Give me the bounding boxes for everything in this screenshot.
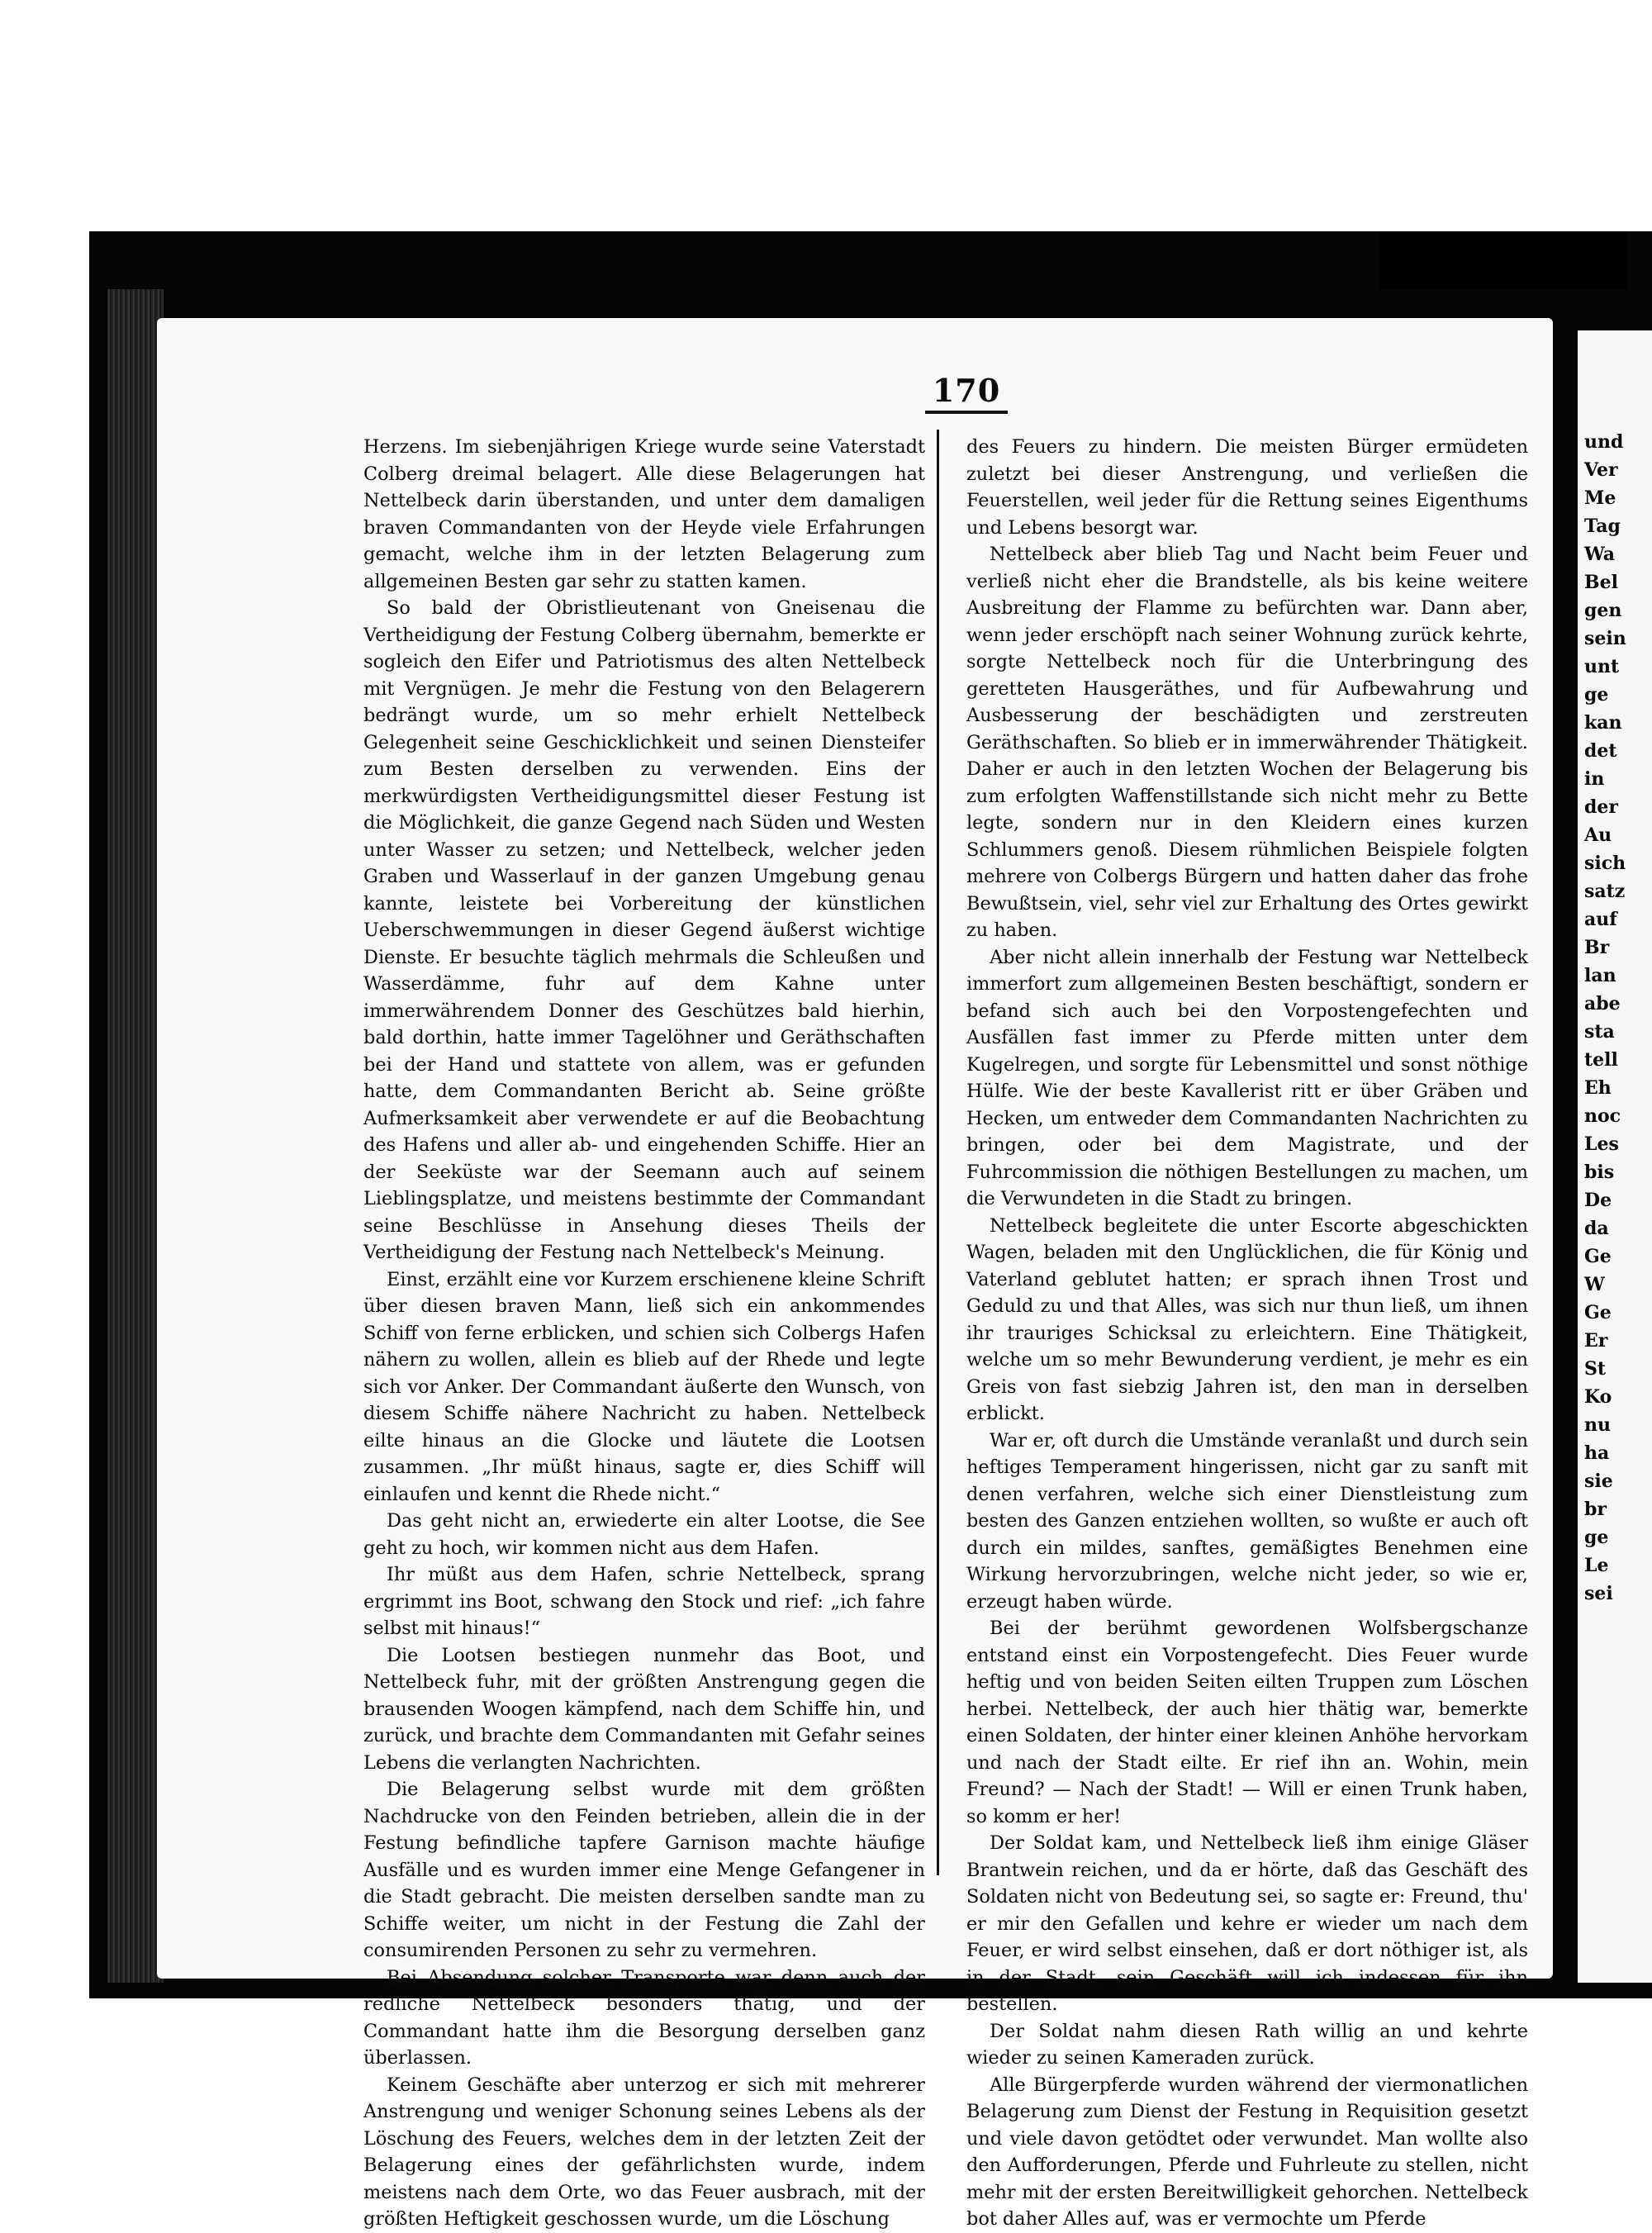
adjacent-fragment: Me [1584,487,1616,509]
adjacent-fragment: sei [1584,1583,1613,1604]
adjacent-fragment: det [1584,740,1617,762]
adjacent-fragment: Ver [1584,459,1618,481]
adjacent-fragment: Les [1584,1133,1619,1155]
book-page-edges [107,289,164,1983]
paragraph: Nettelbeck begleitete die unter Escorte abgeschickten Wagen, beladen mit den Unglücklichen, die für König und Vaterland geblutet hatten; er sprach ihnen Trost und Geduld zu und that Alles, was sich nur thun ließ, um ihnen ihr trauriges Schicksal zu erleichtern. Eine Thätigkeit, welche um so mehr Bewunderung verdient, je mehr es ein Greis von fast siebzig Jahren ist, den man in derselben erblickt. [966,1214,1528,1424]
paragraph: Die Belagerung selbst wurde mit dem größten Nachdrucke von den Feinden betrieben, allein die in der Festung befindliche tapfere Garnison machte häufige Ausfälle und es wurden immer eine Menge Gefangener in die Stadt gebracht. Die meisten derselben sandte man zu Schiffe weiter, um nicht in der Festung die Zahl der consumirenden Personen zu sehr zu vermehren. [363,1779,925,1961]
adjacent-fragment: tell [1584,1049,1618,1071]
adjacent-fragment: Wa [1584,544,1616,565]
paragraph: Bei Absendung solcher Transporte war denn auch der redliche Nettelbeck besonders thätig, und der Commandant hatte ihm die Besorgung derselben ganz überlassen. [363,1966,925,2069]
adjacent-fragment: St [1584,1358,1607,1380]
adjacent-page-fragment [1578,330,1652,1983]
left-column [363,434,925,2233]
adjacent-fragment: ge [1584,1527,1609,1548]
adjacent-fragment: unt [1584,656,1620,677]
adjacent-fragment: in [1584,768,1605,790]
paragraph: Ihr müßt aus dem Hafen, schrie Nettelbeck, sprang ergrimmt ins Boot, schwang den Stock und rief: „ich fahre selbst mit hinaus!“ [363,1564,925,1639]
adjacent-fragment: br [1584,1499,1607,1520]
adjacent-fragment: sein [1584,628,1626,649]
adjacent-fragment: noc [1584,1105,1621,1127]
adjacent-fragment: kan [1584,712,1622,734]
paragraph: Alle Bürgerpferde wurden während der viermonatlichen Belagerung zum Dienst der Festung in Requisition gesetzt und viele davon getödtet oder verwundet. Man wollte also den Aufforderungen, Pferde und Fuhrleute zu stellen, nicht mehr mit der ersten Bereitwilligkeit gehorchen. Nettelbeck bot daher Alles auf, was er vermochte um Pferde [966,2074,1528,2230]
column-divider [937,430,939,1875]
adjacent-fragment: De [1584,1190,1612,1211]
adjacent-fragment: bis [1584,1162,1615,1183]
adjacent-fragment: auf [1584,909,1617,930]
adjacent-fragment: lan [1584,965,1616,986]
paragraph: Herzens. Im siebenjährigen Kriege wurde seine Vaterstadt Colberg dreimal belagert. Alle diese Belagerungen hat Nettelbeck darin überstanden, und unter dem damaligen braven Commandanten von der Heyde viele Erfahrungen gemacht, welche ihm in der letzten Belagerung zum allgemeinen Besten gar sehr zu statten kamen. [363,436,925,592]
paragraph: Keinem Geschäfte aber unterzog er sich mit mehrerer Anstrengung und weniger Schonung seines Lebens als der Löschung des Feuers, welches dem in der letzten Zeit der Belagerung eines der gefährlichsten wurde, indem meistens nach dem Orte, wo das Feuer ausbrach, mit der größten Heftigkeit geschossen wurde, um die Löschung [363,2074,925,2230]
adjacent-fragment: nu [1584,1414,1611,1436]
adjacent-fragment: und [1584,431,1624,453]
adjacent-fragment: sta [1584,1021,1615,1043]
adjacent-fragment: Le [1584,1555,1609,1576]
adjacent-fragment: sie [1584,1470,1613,1492]
page-number: 170 [925,372,1008,414]
adjacent-fragment: abe [1584,993,1621,1014]
adjacent-fragment: ge [1584,684,1609,706]
adjacent-fragment: Ko [1584,1386,1612,1408]
adjacent-fragment: Eh [1584,1077,1612,1099]
adjacent-fragment: sich [1584,853,1626,874]
paragraph: des Feuers zu hindern. Die meisten Bürger ermüdeten zuletzt bei dieser Anstrengung, und verließen die Feuerstellen, weil jeder für die Rettung seines Eigenthums und Lebens besorgt war. [966,436,1528,539]
paragraph: Der Soldat kam, und Nettelbeck ließ ihm einige Gläser Brantwein reichen, und da er hörte, daß das Geschäft des Soldaten nicht von Bedeutung sei, so sagte er: Freund, thu' er mir den Gefallen und kehre er wieder um nach dem Feuer, er wird selbst einsehen, daß er dort nöthiger ist, als in der Stadt, sein Geschäft will ich indessen für ihn bestellen. [966,1832,1528,2015]
adjacent-fragment: Tag [1584,515,1621,537]
paragraph: Aber nicht allein innerhalb der Festung war Nettelbeck immerfort zum allgemeinen Besten beschäftigt, sondern er befand sich auch bei den Vorpostengefechten und Ausfällen fast immer zu Pferde mitten unter dem Kugelregen, und sorgte für Lebensmittel und sonst nöthige Hülfe. Wie der beste Kavallerist ritt er über Gräben und Hecken, um entweder dem Commandanten Nachrichten zu bringen, oder bei dem Magistrate, und der Fuhrcommission die nöthigen Bestellungen zu machen, um die Verwundeten in die Stadt zu bringen. [966,946,1528,1209]
paragraph: Nettelbeck aber blieb Tag und Nacht beim Feuer und verließ nicht eher die Brandstelle, als bis keine weitere Ausbreitung der Flamme zu befürchten war. Dann aber, wenn jeder erschöpft nach seiner Wohnung zurück kehrte, sorgte Nettelbeck noch für die Unterbringung des geretteten Hausgeräthes, und für Aufbewahrung und Ausbesserung der beschädigten und zerstreuten Geräthschaften. So blieb er in immerwährender Thätigkeit. Daher er auch in den letzten Wochen der Belagerung bis zum erfolgten Waffenstillstande sich nicht mehr zu Bette legte, sondern nur in den Kleidern eines kurzen Schlummers genoß. Diesem rühmlichen Beispiele folgten mehrere von Colbergs Bürgern und hatten daher das frohe Bewußtsein, viel, sehr viel zur Erhaltung des Ortes gewirkt zu haben. [966,544,1528,941]
adjacent-fragment: gen [1584,600,1622,621]
paragraph: Der Soldat nahm diesen Rath willig an und kehrte wieder zu seinen Kameraden zurück. [966,2020,1528,2069]
adjacent-fragment: W [1584,1274,1605,1295]
paragraph: So bald der Obristlieutenant von Gneisenau die Vertheidigung der Festung Colberg übernahm, bemerkte er sogleich den Eifer und Patriotismus des alten Nettelbeck mit Vergnügen. Je mehr die Festung von den Belagerern bedrängt wurde, um so mehr erhielt Nettelbeck Gelegenheit seine Geschicklichkeit und seinen Diensteifer zum Besten derselben zu verwenden. Eins der merkwürdigsten Vertheidigungsmittel dieser Festung ist die Möglichkeit, die ganze Gegend nach Süden und Westen unter Wasser zu setzen; und Nettelbeck, welcher jeden Graben und Wasserlauf in der ganzen Umgebung genau kannte, leistete bei Vorbereitung der künstlichen Ueberschwemmungen in dieser Gegend äußerst wichtige Dienste. Er besuchte täglich mehrmals die Schleußen und Wasserdämme, fuhr auf dem Kahne unter immerwährendem Donner des Geschützes bald hierhin, bald dorthin, hatte immer Tagelöhner und Geräthschaften bei der Hand und stattete von allem, was er gefunden hatte, dem Commandanten Bericht ab. Seine größte Aufmerksamkeit aber verwendete er auf die Beobachtung des Hafens und aller ab- und eingehenden Schiffe. Hier an der Seeküste war der Seemann auch auf seinem Lieblingsplatze, und meistens bestimmte der Commandant seine Beschlüsse in Ansehung dieses Theils der Vertheidigung der Festung nach Nettelbeck's Meinung. [363,597,925,1263]
adjacent-fragment: Au [1584,824,1612,846]
paragraph: Einst, erzählt eine vor Kurzem erschienene kleine Schrift über diesen braven Mann, ließ sich ein ankommendes Schiff von ferne erblicken, und schien sich Colbergs Hafen nähern zu wollen, allein es blieb auf der Rhede und legte sich vor Anker. Der Commandant äußerte den Wunsch, von diesem Schiffe nähere Nachricht zu haben. Nettelbeck eilte hinaus an die Glocke und läutete die Lootsen zusammen. „Ihr müßt hinaus, sagte er, dies Schiff will einlaufen und kennt die Rhede nicht.“ [363,1268,926,1505]
adjacent-fragment: Bel [1584,572,1618,593]
adjacent-fragment: Ge [1584,1246,1612,1267]
adjacent-fragment: satz [1584,881,1626,902]
adjacent-fragment: der [1584,796,1618,818]
adjacent-fragment: Er [1584,1330,1608,1352]
paragraph: Bei der berühmt gewordenen Wolfsbergschanze entstand einst ein Vorpostengefecht. Dies Feuer wurde heftig und von beiden Seiten eilten Truppen zum Löschen herbei. Nettelbeck, der auch hier thätig war, bemerkte einen Soldaten, der hinter einer kleinen Anhöhe hervorkam und nach der Stadt eilte. Er rief ihn an. Wohin, mein Freund? — Nach der Stadt! — Will er einen Trunk haben, so komm er her! [966,1618,1528,1827]
scan-shadow [1379,231,1627,289]
paragraph: Das geht nicht an, erwiederte ein alter Lootse, die See geht zu hoch, wir kommen nicht aus dem Hafen. [363,1510,925,1559]
paragraph: War er, oft durch die Umstände veranlaßt und durch sein heftiges Temperament hingerissen, nicht gar zu sanft mit denen verfahren, welche sich einer Dienstleistung zum besten des Ganzen entziehen wollten, so wußte er auch oft durch ein mildes, sanftes, gemäßigtes Benehmen eine Wirkung hervorzubringen, welche nicht jeder, so wie er, erzeugt haben würde. [966,1429,1528,1613]
adjacent-fragment: ha [1584,1442,1610,1464]
right-column [966,434,1528,2233]
adjacent-fragment: Br [1584,937,1610,958]
adjacent-fragment: Ge [1584,1302,1612,1323]
paragraph: Die Lootsen bestiegen nunmehr das Boot, und Nettelbeck fuhr, mit der größten Anstrengung gegen die brausenden Woogen kämpfend, nach dem Schiffe hin, und zurück, und brachte dem Commandanten mit Gefahr seines Lebens die verlangten Nachrichten. [363,1644,925,1774]
adjacent-fragment: da [1584,1218,1609,1239]
